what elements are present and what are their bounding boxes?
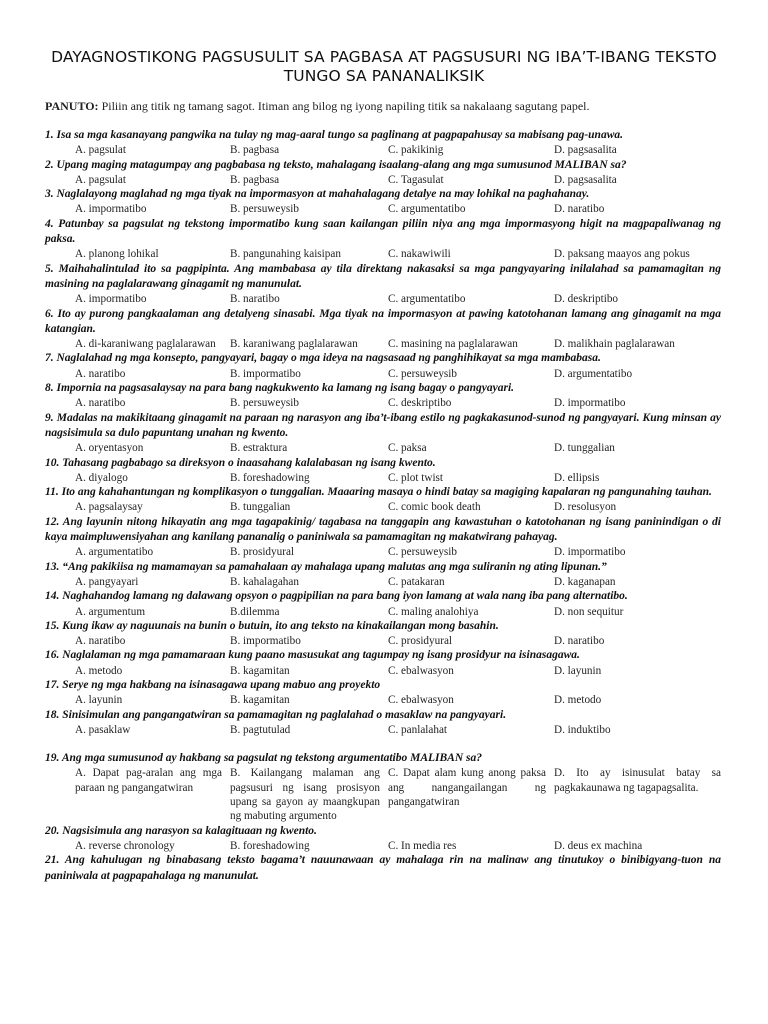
choice-b: B. foreshadowing xyxy=(230,839,310,852)
choice-c: C. panlalahat xyxy=(388,723,448,736)
choice-row xyxy=(45,471,721,485)
choice-a: A. diyalogo xyxy=(75,471,128,484)
choice-c: C. In media res xyxy=(388,839,457,852)
choice-d: D. Ito ay isinusulat batay sa pagkakaunawa ng tagapagsalita. xyxy=(554,767,721,794)
question-item xyxy=(45,128,721,158)
choice-c: C. Tagasulat xyxy=(388,173,444,186)
title-line-2: TUNGO SA PANANALIKSIK xyxy=(283,67,485,85)
choice-row xyxy=(45,545,721,559)
choice-row xyxy=(45,766,721,823)
question-item xyxy=(45,678,721,708)
choice-b: B.dilemma xyxy=(230,605,280,618)
choice-row xyxy=(45,292,721,306)
question-text: 15. Kung ikaw ay naguunais na bunin o butuin, ito ang teksto na kinakailangan mong basahin. xyxy=(45,619,499,632)
choice-row xyxy=(45,723,721,737)
choice-d: D. pagsasalita xyxy=(554,173,617,186)
choice-d: D. naratibo xyxy=(554,203,605,216)
choice-c: C. Dapat alam kung anong paksa ang nangangailangan ng pangangatwiran xyxy=(388,767,546,809)
choice-d: D. kaganapan xyxy=(554,575,616,588)
choice-c: C. argumentatibo xyxy=(388,203,466,216)
question-text: 5. Maihahalintulad ito sa pagpipinta. Ang mambabasa ay tila direktang nakasaksi sa mga pangyayaring inilalahad sa pamamagitan ng masining na paglalarawang ginagamit ng manunulat. xyxy=(45,262,721,290)
choice-b: B. karaniwang paglalarawan xyxy=(230,338,358,351)
spacer xyxy=(45,737,721,751)
choice-row xyxy=(45,575,721,589)
choice-c: C. persuweysib xyxy=(388,367,457,380)
choice-row xyxy=(45,202,721,216)
question-item xyxy=(45,187,721,217)
choice-d: D. impormatibo xyxy=(554,546,626,559)
choice-b: B. impormatibo xyxy=(230,367,301,380)
choice-b: B. Kailangang malaman ang pagsusuri ng isang prosisyon upang sa gayon ay maangkupan ng mabuting argumento xyxy=(230,767,380,823)
question-text: 20. Nagsisimula ang narasyon sa kalagituaan ng kwento. xyxy=(45,824,317,837)
choice-row xyxy=(45,634,721,648)
question-text: 11. Ito ang kahahantungan ng komplikasyon o tunggalian. Maaaring masaya o hindi batay sa magiging kapalaran ng pangunahing tauhan. xyxy=(45,486,712,499)
choice-b: B. pagbasa xyxy=(230,173,280,186)
question-item xyxy=(45,589,721,619)
choice-b: B. kahalagahan xyxy=(230,575,299,588)
question-text: 16. Naglalaman ng mga pamamaraan kung paano masusukat ang tagumpay ng isang prosidyur na isinasagawa. xyxy=(45,649,580,662)
question-item xyxy=(45,456,721,486)
question-item xyxy=(45,560,721,590)
question-item xyxy=(45,217,721,262)
choice-b: B. kagamitan xyxy=(230,664,290,677)
question-item xyxy=(45,262,721,307)
choice-a: A. pagsulat xyxy=(75,144,126,157)
question-item xyxy=(45,411,721,456)
choice-b: B. naratibo xyxy=(230,293,280,306)
question-text: 21. Ang kahulugan ng binabasang teksto bagama’t nauunawaan ay mahalaga rin na malinaw ang tinutukoy o binibigyang-tuon na paniniwala at pagpapahalaga ng manunulat. xyxy=(45,854,721,882)
choice-d: D. metodo xyxy=(554,694,602,707)
choice-b: B. pangunahing kaisipan xyxy=(230,248,341,261)
choice-c: C. maling analohiya xyxy=(388,605,479,618)
instructions-label: PANUTO: xyxy=(45,99,99,113)
question-item xyxy=(45,485,721,515)
choice-c: C. ebalwasyon xyxy=(388,694,454,707)
question-item xyxy=(45,824,721,854)
choice-d: D. impormatibo xyxy=(554,397,626,410)
question-item xyxy=(45,515,721,560)
choice-a: A. pagsalaysay xyxy=(75,501,143,514)
choice-c: C. patakaran xyxy=(388,575,445,588)
choice-d: D. naratibo xyxy=(554,635,605,648)
question-text: 7. Naglalahad ng mga konsepto, pangyayari, bagay o mga ideya na nagsasaad ng panghihikayat sa mga mambabasa. xyxy=(45,352,601,365)
choice-d: D. deskriptibo xyxy=(554,293,619,306)
choice-a: A. naratibo xyxy=(75,397,126,410)
choice-b: B. foreshadowing xyxy=(230,471,310,484)
question-item xyxy=(45,708,721,738)
choice-a: A. oryentasyon xyxy=(75,442,144,455)
question-text: 2. Upang maging matagumpay ang pagbabasa ng teksto, mahalagang isaalang-alang ang mga sumusunod MALIBAN sa? xyxy=(45,158,627,171)
choice-d: D. deus ex machina xyxy=(554,839,643,852)
choice-d: D. ellipsis xyxy=(554,471,600,484)
choice-c: C. pakikinig xyxy=(388,144,444,157)
choice-a: A. impormatibo xyxy=(75,293,147,306)
choice-row xyxy=(45,664,721,678)
question-item xyxy=(45,158,721,188)
question-text: 17. Serye ng mga hakbang na isinasagawa upang mabuo ang proyekto xyxy=(45,678,381,691)
choice-c: C. plot twist xyxy=(388,471,444,484)
choice-c: C. comic book death xyxy=(388,501,481,514)
choice-c: C. nakawiwili xyxy=(388,248,451,261)
question-text: 13. “Ang pakikiisa ng mamamayan sa pamahalaan ay mahalaga upang malutas ang mga suliranin ng ating lipunan.” xyxy=(45,560,607,573)
choice-row xyxy=(45,247,721,261)
choice-c: C. masining na paglalarawan xyxy=(388,338,518,351)
choice-row xyxy=(45,693,721,707)
page-title xyxy=(40,48,728,86)
question-text: 14. Naghahandog lamang ng dalawang opsyon o pagpipilian na para bang iyon lamang at wala nang iba pang alternatibo. xyxy=(45,590,628,603)
choice-d: D. induktibo xyxy=(554,723,611,736)
choice-a: A. impormatibo xyxy=(75,203,147,216)
choice-d: D. pagsasalita xyxy=(554,144,617,157)
question-text: 4. Patunbay sa pagsulat ng tekstong impormatibo kung saan kailangan piliin niya ang mga impormasyong higit na magpapaliwanag ng paksa. xyxy=(45,217,721,246)
choice-a: A. metodo xyxy=(75,664,123,677)
choice-d: D. resolusyon xyxy=(554,501,617,514)
question-item xyxy=(45,619,721,649)
question-item xyxy=(45,351,721,381)
question-text: 12. Ang layunin nitong hikayatin ang mga tagapakinig/ tagabasa na tanggapin ang kawastuhan o katotohanan ng isang paninindigan o di kaya maimpluwensiyahan ang kanilang pananalig o paniniwala sa pamamagitan ng makatwirang pahayag. xyxy=(45,515,721,544)
choice-a: A. planong lohikal xyxy=(75,248,159,261)
choice-a: A. di-karaniwang paglalarawan xyxy=(75,338,216,351)
question-text: 19. Ang mga sumusunod ay hakbang sa pagsulat ng tekstong argumentatibo MALIBAN sa? xyxy=(45,752,482,765)
instructions xyxy=(45,99,735,114)
choice-d: D. malikhain paglalarawan xyxy=(554,338,675,351)
choice-b: B. impormatibo xyxy=(230,635,301,648)
choice-d: D. non sequitur xyxy=(554,605,624,618)
question-item xyxy=(45,307,721,352)
choice-a: A. naratibo xyxy=(75,367,126,380)
choice-a: A. pangyayari xyxy=(75,575,139,588)
choice-c: C. persuweysib xyxy=(388,546,457,559)
question-text: 10. Tahasang pagbabago sa direksyon o inaasahang kalalabasan ng isang kwento. xyxy=(45,456,436,469)
choice-b: B. pagtutulad xyxy=(230,723,291,736)
choice-row xyxy=(45,143,721,157)
question-list xyxy=(45,128,721,884)
choice-row xyxy=(45,500,721,514)
choice-row xyxy=(45,839,721,853)
choice-a: A. argumentum xyxy=(75,605,146,618)
question-item xyxy=(45,648,721,678)
choice-a: A. pasaklaw xyxy=(75,723,131,736)
question-item xyxy=(45,381,721,411)
choice-c: C. ebalwasyon xyxy=(388,664,454,677)
choice-b: B. estraktura xyxy=(230,442,288,455)
choice-a: A. reverse chronology xyxy=(75,839,175,852)
choice-b: B. persuweysib xyxy=(230,397,299,410)
instructions-text: Piliin ang titik ng tamang sagot. Itiman ang bilog ng iyong napiling titik sa nakalaang sagutang papel. xyxy=(98,99,590,113)
choice-d: D. tunggalian xyxy=(554,442,615,455)
choice-c: C. argumentatibo xyxy=(388,293,466,306)
choice-row xyxy=(45,367,721,381)
choice-a: A. naratibo xyxy=(75,635,126,648)
question-item xyxy=(45,853,721,884)
choice-c: C. paksa xyxy=(388,442,427,455)
choice-d: D. paksang maayos ang pokus xyxy=(554,248,690,261)
choice-a: A. pagsulat xyxy=(75,173,126,186)
choice-row xyxy=(45,605,721,619)
choice-d: D. argumentatibo xyxy=(554,367,633,380)
choice-row xyxy=(45,441,721,455)
choice-row xyxy=(45,337,721,351)
choice-c: C. prosidyural xyxy=(388,635,453,648)
choice-d: D. layunin xyxy=(554,664,602,677)
question-text: 9. Madalas na makikitaang ginagamit na paraan ng narasyon ang iba’t-ibang estilo ng pagkakasunod-sunod ng pangyayari. Kung minsan ay nagsisimula sa dulo papuntang unahan ng kwento. xyxy=(45,411,721,439)
choice-b: B. tunggalian xyxy=(230,501,291,514)
choice-b: B. persuweysib xyxy=(230,203,299,216)
question-text: 3. Naglalayong maglahad ng mga tiyak na impormasyon at mahahalagang detalye na may lohikal na paghahanay. xyxy=(45,188,590,201)
question-text: 1. Isa sa mga kasanayang pangwika na tulay ng mag-aaral tungo sa paglinang at pagpapahusay sa mabisang pag-unawa. xyxy=(45,129,623,141)
choice-b: B. prosidyural xyxy=(230,546,295,559)
choice-b: B. pagbasa xyxy=(230,144,280,157)
choice-row xyxy=(45,173,721,187)
choice-b: B. kagamitan xyxy=(230,694,290,707)
choice-c: C. deskriptibo xyxy=(388,397,452,410)
question-text: 8. Impornia na pagsasalaysay na para bang nagkukwento ka lamang ng isang bagay o pangyayari. xyxy=(45,382,515,395)
title-line-1: DAYAGNOSTIKONG PAGSUSULIT SA PAGBASA AT PAGSUSURI NG IBA’T-IBANG TEKSTO xyxy=(51,48,717,66)
question-item xyxy=(45,751,721,823)
choice-a: A. layunin xyxy=(75,694,123,707)
choice-row xyxy=(45,396,721,410)
question-text: 6. Ito ay purong pangkaalaman ang detalyeng sinasabi. Mga tiyak na impormasyon at pawing katotohanan lamang ang ginagamit na mga katangian. xyxy=(45,307,721,335)
choice-a: A. Dapat pag-aralan ang mga paraan ng pangangatwiran xyxy=(75,767,222,794)
question-text: 18. Sinisimulan ang pangangatwiran sa pamamagitan ng paglalahad o masaklaw na pangyayari. xyxy=(45,708,507,721)
choice-a: A. argumentatibo xyxy=(75,546,154,559)
